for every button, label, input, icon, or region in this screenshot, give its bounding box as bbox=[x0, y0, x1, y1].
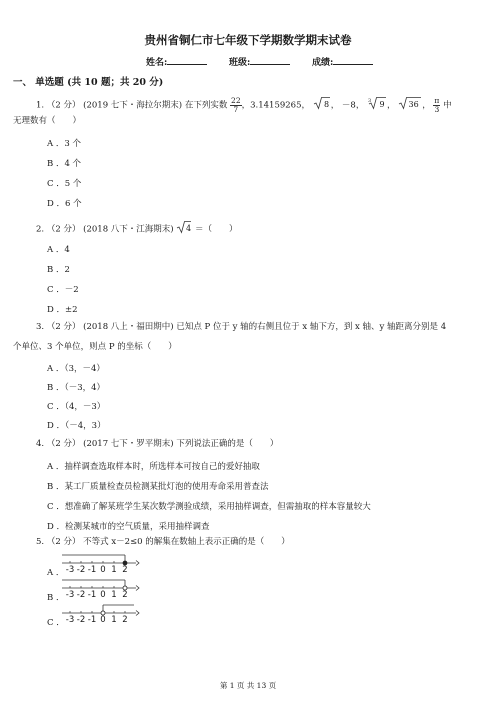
tick-label: -2 bbox=[76, 590, 86, 600]
sqrt-8-radicand: 8 bbox=[323, 100, 329, 109]
q4-option-d: D ．检测某城市的空气质量，采用抽样调查 bbox=[47, 522, 210, 532]
tick-label: -1 bbox=[87, 615, 97, 625]
section-heading: 一、 单选题 (共 10 题；共 20 分) bbox=[13, 77, 164, 88]
q3-source: (2018 八上・福田期中) bbox=[83, 322, 174, 332]
tick-label: -3 bbox=[65, 590, 75, 600]
score-label: 成绩: bbox=[312, 58, 334, 68]
axis-arrow bbox=[136, 561, 139, 566]
tick-label: 2 bbox=[122, 565, 128, 575]
class-blank bbox=[250, 55, 290, 65]
sqrt-4-radicand: 4 bbox=[186, 224, 192, 233]
tick-label: 2 bbox=[122, 615, 128, 625]
q4-source: (2017 七下・罗平期末) bbox=[83, 439, 174, 449]
class-field bbox=[229, 55, 290, 68]
tick-label: 0 bbox=[100, 565, 106, 575]
tick-label: -3 bbox=[65, 565, 75, 575]
question-3 bbox=[36, 322, 446, 333]
sqrt-4 bbox=[176, 220, 192, 238]
q3-continuation: 个单位、3 个单位，则点 P 的坐标（ ） bbox=[13, 342, 177, 352]
q4-option-c: C ．想准确了解某班学生某次数学测验成绩，采用抽样调查，但需抽取的样本容量较大 bbox=[47, 502, 371, 512]
number-line-c bbox=[60, 600, 140, 628]
q5-option-c: C ． bbox=[47, 618, 65, 628]
q1-text: 在下列实数 bbox=[184, 100, 228, 111]
q1-option-d: D ．6 个 bbox=[47, 199, 82, 209]
page-title: 贵州省铜仁市七年级下学期数学期末试卷 bbox=[144, 33, 352, 47]
q3-number: 3. bbox=[36, 322, 45, 332]
q5-text: 不等式 x－2≤0 的解集在数轴上表示正确的是（ ） bbox=[83, 537, 290, 547]
axis-arrow bbox=[136, 586, 139, 591]
open-dot bbox=[101, 611, 105, 615]
q5-points: （2 分） bbox=[46, 537, 81, 547]
tick-label: 1 bbox=[111, 615, 117, 625]
tick-label: 0 bbox=[100, 615, 106, 625]
class-label: 班级: bbox=[229, 58, 251, 68]
page-footer: 第 1 页 共 13 页 bbox=[219, 681, 277, 690]
q2-source: (2018 八下・江海期末) bbox=[83, 224, 174, 235]
tick-label: -1 bbox=[87, 590, 97, 600]
q5-option-b: B ． bbox=[47, 593, 65, 603]
score-blank bbox=[333, 55, 373, 65]
q2-points: （2 分） bbox=[46, 224, 81, 235]
number-line-b bbox=[60, 575, 140, 603]
q2-number: 2. bbox=[36, 224, 45, 235]
q1-option-b: B ．4 个 bbox=[47, 159, 82, 169]
sqrt-36 bbox=[398, 96, 422, 114]
sqrt-8 bbox=[313, 96, 331, 114]
q1-minus-8: －8 bbox=[341, 100, 356, 111]
q3-points: （2 分） bbox=[46, 322, 81, 332]
q1-option-c: C ．5 个 bbox=[47, 179, 82, 189]
q3-option-d: D ．（－4，3） bbox=[47, 421, 106, 431]
tick-label: 1 bbox=[111, 565, 117, 575]
svg-text:3: 3 bbox=[368, 98, 372, 104]
cube-root-9-radicand: 9 bbox=[379, 100, 385, 109]
name-label: 姓名: bbox=[146, 58, 168, 68]
q4-text: 下列说法正确的是（ ） bbox=[176, 439, 279, 449]
q5-number: 5. bbox=[36, 537, 45, 547]
tick-label: -1 bbox=[87, 565, 97, 575]
name-blank bbox=[167, 55, 207, 65]
sqrt-36-radicand: 36 bbox=[408, 100, 419, 109]
open-dot bbox=[123, 586, 127, 590]
q2-option-b: B ．2 bbox=[47, 265, 70, 275]
q1-points: （2 分） bbox=[46, 100, 81, 111]
tick-label: -3 bbox=[65, 615, 75, 625]
question-2 bbox=[36, 220, 238, 238]
q1-option-a: A ．3 个 bbox=[47, 139, 81, 149]
q5-option-a: A ． bbox=[47, 568, 65, 578]
q1-source: (2019 七下・海拉尔期末) bbox=[83, 100, 183, 111]
cube-root-9 bbox=[367, 96, 387, 114]
fraction-pi-3: $\frac{\pi}{3}$ bbox=[434, 95, 440, 114]
q2-option-d: D ．±2 bbox=[47, 305, 78, 315]
q2-option-c: C ．－2 bbox=[47, 285, 79, 295]
q2-option-a: A ．4 bbox=[47, 245, 70, 255]
q4-points: （2 分） bbox=[46, 439, 81, 449]
q4-option-a: A ．抽样调查选取样本时，所选样本可按自己的爱好抽取 bbox=[47, 462, 260, 472]
tick-label: 0 bbox=[100, 590, 106, 600]
q3-option-a: A ．（3，－4） bbox=[47, 364, 105, 374]
tick-label: -2 bbox=[76, 565, 86, 575]
tick-label: 2 bbox=[122, 590, 128, 600]
q2-text: ＝（ ） bbox=[195, 224, 238, 235]
q4-number: 4. bbox=[36, 439, 45, 449]
q1-number: 1. bbox=[36, 100, 45, 111]
question-5 bbox=[36, 537, 290, 548]
axis-arrow bbox=[136, 611, 139, 616]
q1-text-end: 中 bbox=[443, 100, 452, 111]
score-field bbox=[312, 55, 373, 68]
q1-continuation: 无理数有（ ） bbox=[13, 116, 82, 126]
q3-text: 已知点 P 位于 y 轴的右侧且位于 x 轴下方，到 x 轴、y 轴距离分别是 4 bbox=[176, 322, 447, 332]
q3-option-c: C ．（4，－3） bbox=[47, 402, 106, 412]
name-field bbox=[146, 55, 207, 68]
fraction-22-7: $\frac{22}{7}$ bbox=[231, 95, 241, 114]
tick-label: -2 bbox=[76, 615, 86, 625]
question-1: 1. （2 分） (2019 七下・海拉尔期末) 在下列实数 $\frac{22}{7}$ ，3.14159265， 8 ， －8， 3 9 ， 36 ， $\frac{\pi}{3}$ 中 bbox=[36, 95, 452, 114]
q4-option-b: B ．某工厂质量检查员检测某批灯泡的使用寿命采用普查法 bbox=[47, 482, 269, 492]
q3-option-b: B ．（－3，4） bbox=[47, 383, 106, 393]
q1-pi-approx: 3.14159265 bbox=[250, 100, 302, 111]
number-line-a bbox=[60, 550, 140, 578]
closed-dot bbox=[123, 561, 127, 565]
tick-label: 1 bbox=[111, 590, 117, 600]
question-4 bbox=[36, 439, 278, 450]
